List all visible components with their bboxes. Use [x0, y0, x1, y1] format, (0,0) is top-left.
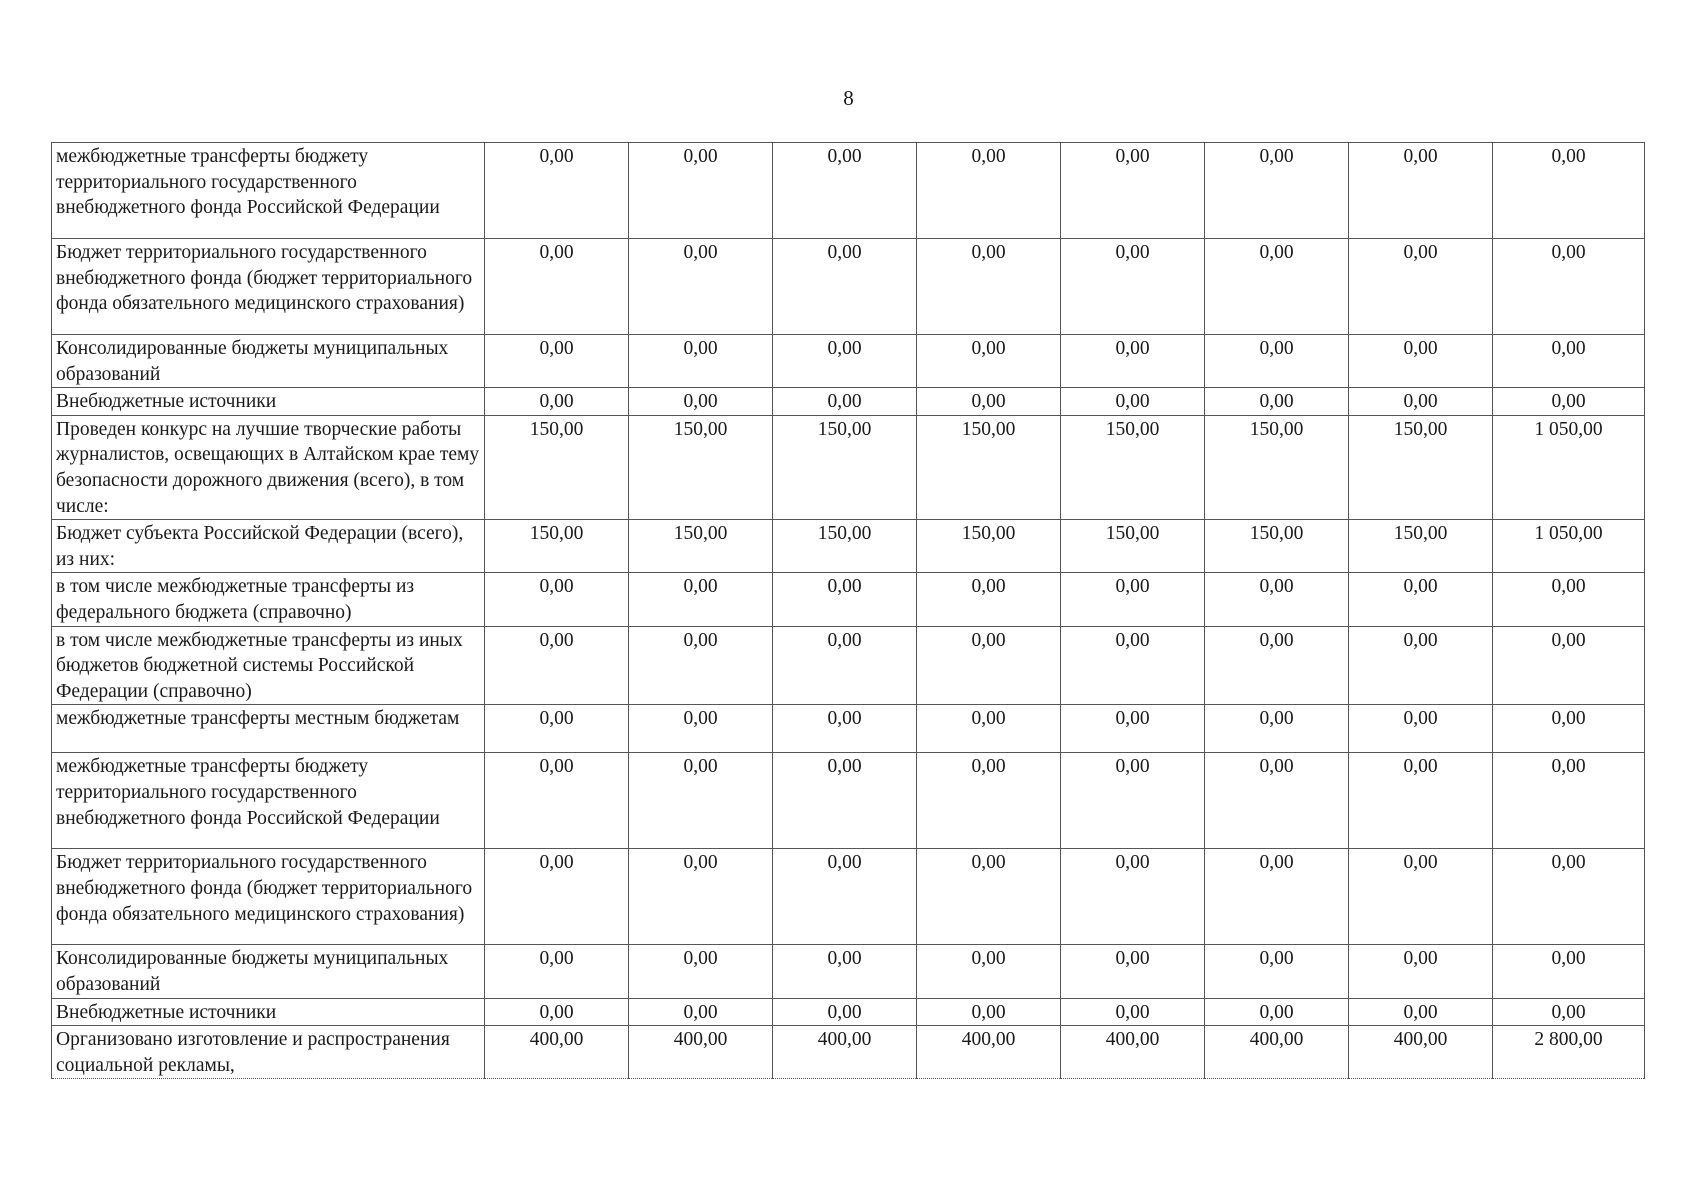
row-value: 150,00 [773, 415, 917, 519]
row-value: 0,00 [773, 239, 917, 335]
row-value: 0,00 [773, 998, 917, 1026]
row-value: 0,00 [1349, 705, 1493, 753]
table-row [52, 945, 1645, 998]
row-total: 0,00 [1493, 849, 1645, 945]
row-total: 0,00 [1493, 335, 1645, 388]
row-value: 150,00 [1349, 415, 1493, 519]
row-value: 150,00 [629, 415, 773, 519]
row-value: 0,00 [629, 143, 773, 239]
row-value: 0,00 [1061, 945, 1205, 998]
table-row [52, 388, 1645, 416]
row-value: 0,00 [1061, 998, 1205, 1026]
row-value: 0,00 [1349, 849, 1493, 945]
table-row [52, 573, 1645, 626]
row-value: 400,00 [1205, 1026, 1349, 1079]
row-value: 150,00 [1349, 520, 1493, 573]
row-label: в том числе межбюджетные трансферты из федерального бюджета (справочно) [52, 573, 485, 626]
row-value: 0,00 [917, 945, 1061, 998]
row-value: 400,00 [1349, 1026, 1493, 1079]
row-value: 150,00 [773, 520, 917, 573]
row-value: 0,00 [485, 573, 629, 626]
row-total: 0,00 [1493, 239, 1645, 335]
row-value: 0,00 [917, 753, 1061, 849]
row-total: 0,00 [1493, 998, 1645, 1026]
row-value: 0,00 [485, 626, 629, 705]
row-value: 0,00 [1205, 143, 1349, 239]
row-value: 0,00 [1205, 239, 1349, 335]
row-value: 0,00 [917, 335, 1061, 388]
row-label: межбюджетные трансферты бюджету территориального государственного внебюджетного фонда Российской Федерации [52, 753, 485, 849]
row-value: 0,00 [1349, 335, 1493, 388]
row-value: 0,00 [1061, 388, 1205, 416]
row-value: 0,00 [917, 998, 1061, 1026]
row-label: Организовано изготовление и распространения социальной рекламы, [52, 1026, 485, 1079]
row-total: 0,00 [1493, 705, 1645, 753]
row-value: 0,00 [629, 945, 773, 998]
row-value: 0,00 [629, 753, 773, 849]
row-total: 0,00 [1493, 626, 1645, 705]
row-value: 0,00 [917, 388, 1061, 416]
row-value: 0,00 [1205, 998, 1349, 1026]
table-row [52, 626, 1645, 705]
row-value: 0,00 [1349, 239, 1493, 335]
row-value: 400,00 [917, 1026, 1061, 1079]
row-value: 0,00 [773, 573, 917, 626]
row-label: в том числе межбюджетные трансферты из иных бюджетов бюджетной системы Российской Федерации (справочно) [52, 626, 485, 705]
row-value: 150,00 [1205, 415, 1349, 519]
row-value: 0,00 [485, 143, 629, 239]
budget-table [51, 142, 1645, 1079]
row-value: 0,00 [485, 705, 629, 753]
row-label: Бюджет территориального государственного внебюджетного фонда (бюджет территориального фонда обязательного медицинского страхования) [52, 849, 485, 945]
row-value: 0,00 [1349, 998, 1493, 1026]
row-value: 0,00 [773, 335, 917, 388]
row-value: 0,00 [1061, 573, 1205, 626]
row-value: 150,00 [629, 520, 773, 573]
table-row [52, 1026, 1645, 1079]
row-value: 400,00 [485, 1026, 629, 1079]
row-value: 0,00 [917, 626, 1061, 705]
row-value: 0,00 [629, 573, 773, 626]
row-label: Проведен конкурс на лучшие творческие работы журналистов, освещающих в Алтайском крае тему безопасности дорожного движения (всего), в том числе: [52, 415, 485, 519]
row-value: 0,00 [485, 753, 629, 849]
row-value: 0,00 [773, 143, 917, 239]
table-row [52, 335, 1645, 388]
row-value: 0,00 [1205, 849, 1349, 945]
row-total: 0,00 [1493, 388, 1645, 416]
row-label: Бюджет субъекта Российской Федерации (всего), из них: [52, 520, 485, 573]
row-value: 0,00 [1349, 388, 1493, 416]
row-value: 0,00 [485, 388, 629, 416]
row-value: 0,00 [1061, 626, 1205, 705]
row-value: 150,00 [917, 415, 1061, 519]
row-value: 0,00 [629, 626, 773, 705]
row-value: 0,00 [1205, 705, 1349, 753]
row-value: 0,00 [1349, 945, 1493, 998]
table-row [52, 239, 1645, 335]
row-value: 0,00 [1061, 705, 1205, 753]
table-row [52, 849, 1645, 945]
row-label: межбюджетные трансферты бюджету территориального государственного внебюджетного фонда Российской Федерации [52, 143, 485, 239]
row-value: 0,00 [917, 143, 1061, 239]
table-row [52, 415, 1645, 519]
row-value: 0,00 [1349, 573, 1493, 626]
row-value: 150,00 [917, 520, 1061, 573]
row-value: 0,00 [773, 849, 917, 945]
row-value: 0,00 [1205, 388, 1349, 416]
row-value: 0,00 [1205, 945, 1349, 998]
row-value: 0,00 [1205, 626, 1349, 705]
table-row [52, 705, 1645, 753]
row-value: 150,00 [485, 520, 629, 573]
row-total: 0,00 [1493, 143, 1645, 239]
row-value: 0,00 [629, 705, 773, 753]
row-value: 0,00 [1061, 753, 1205, 849]
row-value: 0,00 [1061, 849, 1205, 945]
row-label: Бюджет территориального государственного внебюджетного фонда (бюджет территориального фонда обязательного медицинского страхования) [52, 239, 485, 335]
row-total: 2 800,00 [1493, 1026, 1645, 1079]
row-value: 0,00 [485, 335, 629, 388]
row-label: межбюджетные трансферты местным бюджетам [52, 705, 485, 753]
row-label: Внебюджетные источники [52, 388, 485, 416]
row-total: 1 050,00 [1493, 520, 1645, 573]
row-value: 400,00 [629, 1026, 773, 1079]
row-value: 150,00 [1205, 520, 1349, 573]
row-value: 0,00 [485, 239, 629, 335]
row-total: 0,00 [1493, 573, 1645, 626]
row-value: 0,00 [917, 849, 1061, 945]
row-value: 400,00 [773, 1026, 917, 1079]
row-value: 0,00 [1061, 239, 1205, 335]
row-value: 0,00 [485, 945, 629, 998]
row-value: 0,00 [1205, 573, 1349, 626]
row-value: 0,00 [629, 335, 773, 388]
table-row [52, 143, 1645, 239]
row-total: 1 050,00 [1493, 415, 1645, 519]
page-number: 8 [843, 86, 854, 110]
row-value: 0,00 [629, 388, 773, 416]
row-value: 150,00 [1061, 520, 1205, 573]
row-label: Консолидированные бюджеты муниципальных образований [52, 335, 485, 388]
row-value: 0,00 [485, 998, 629, 1026]
row-value: 150,00 [1061, 415, 1205, 519]
row-total: 0,00 [1493, 945, 1645, 998]
row-value: 0,00 [629, 239, 773, 335]
row-value: 0,00 [485, 849, 629, 945]
row-value: 0,00 [773, 945, 917, 998]
row-value: 0,00 [917, 573, 1061, 626]
row-total: 0,00 [1493, 753, 1645, 849]
row-value: 0,00 [629, 998, 773, 1026]
row-value: 0,00 [773, 753, 917, 849]
row-value: 0,00 [1061, 143, 1205, 239]
row-value: 0,00 [773, 388, 917, 416]
row-value: 0,00 [917, 705, 1061, 753]
row-value: 0,00 [1349, 753, 1493, 849]
row-value: 0,00 [1205, 335, 1349, 388]
row-value: 0,00 [1205, 753, 1349, 849]
table-row [52, 520, 1645, 573]
row-value: 0,00 [917, 239, 1061, 335]
table-row [52, 998, 1645, 1026]
table-row [52, 753, 1645, 849]
row-value: 0,00 [1349, 626, 1493, 705]
row-label: Внебюджетные источники [52, 998, 485, 1026]
row-value: 0,00 [1061, 335, 1205, 388]
row-value: 0,00 [1349, 143, 1493, 239]
row-value: 0,00 [629, 849, 773, 945]
row-label: Консолидированные бюджеты муниципальных образований [52, 945, 485, 998]
row-value: 150,00 [485, 415, 629, 519]
row-value: 0,00 [773, 705, 917, 753]
row-value: 0,00 [773, 626, 917, 705]
row-value: 400,00 [1061, 1026, 1205, 1079]
